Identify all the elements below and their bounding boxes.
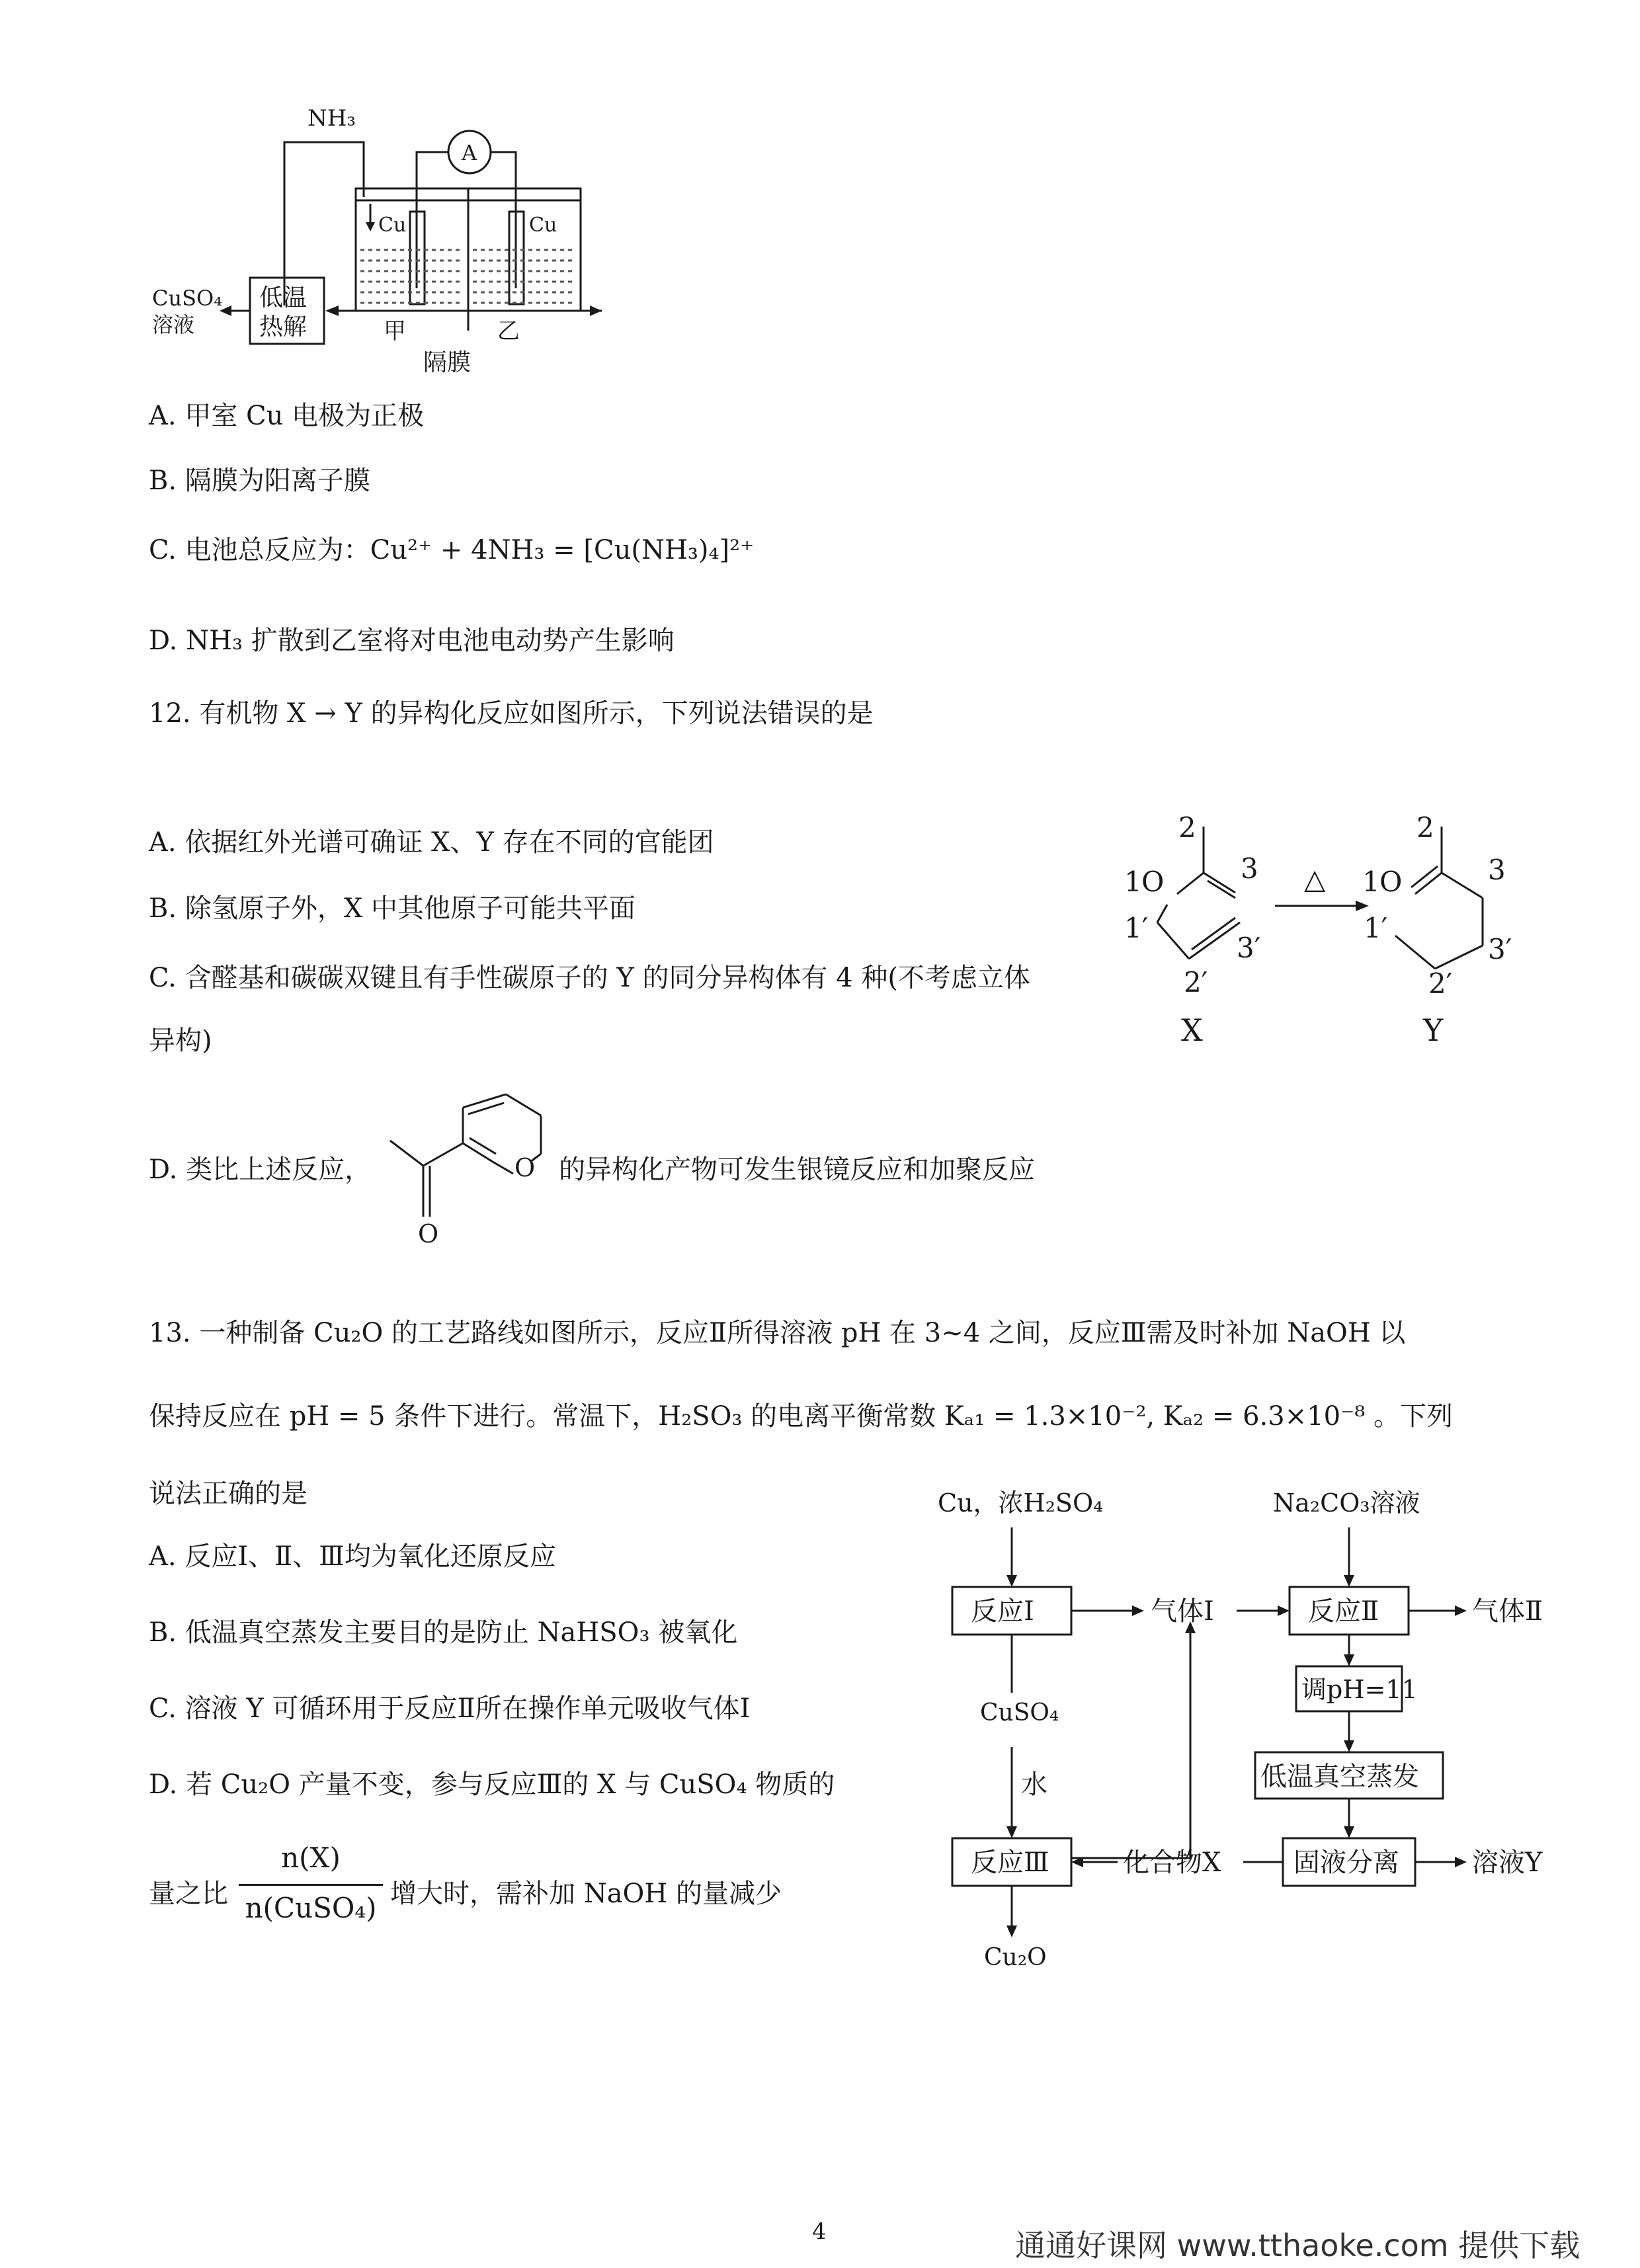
box-text-1: 低温 xyxy=(259,284,308,311)
flow-gas-2: 气体Ⅱ xyxy=(1472,1596,1543,1627)
pyran-molecule xyxy=(384,1081,555,1266)
x-label-3p: 3′ xyxy=(1237,932,1261,964)
membrane-label: 隔膜 xyxy=(423,349,472,376)
q13-option-a: A. 反应Ⅰ、Ⅱ、Ⅲ均为氧化还原反应 xyxy=(149,1541,556,1572)
watermark: 通通好课网 www.tthaoke.com 提供下载 xyxy=(1015,2228,1580,2263)
q12-option-a: A. 依据红外光谱可确证 X、Y 存在不同的官能团 xyxy=(149,827,714,858)
x-label-o: O xyxy=(1141,866,1165,898)
q13-option-d-pre: 量之比 xyxy=(149,1879,228,1909)
flow-cuso4: CuSO₄ xyxy=(980,1699,1059,1726)
q13-stem-line1: 13. 一种制备 Cu₂O 的工艺路线如图所示，反应Ⅱ所得溶液 pH 在 3~4 之间，反应Ⅲ需及时补加 NaOH 以 xyxy=(149,1318,1406,1348)
fraction-denominator: n(CuSO₄) xyxy=(245,1892,377,1924)
process-flow-diagram xyxy=(926,1475,1574,1977)
q13-stem-line3: 说法正确的是 xyxy=(149,1478,308,1509)
fraction-numerator: n(X) xyxy=(281,1842,341,1874)
q11-option-a: A. 甲室 Cu 电极为正极 xyxy=(149,401,425,431)
jia-label: 甲 xyxy=(384,318,406,344)
page-number: 4 xyxy=(812,2218,827,2245)
q13-stem-line2: 保持反应在 pH = 5 条件下进行。常温下，H₂SO₃ 的电离平衡常数 Kₐ₁ = 1.3×10⁻², Kₐ₂ = 6.3×10⁻⁸ 。下列 xyxy=(149,1401,1453,1432)
q12-option-b: B. 除氢原子外，X 中其他原子可能共平面 xyxy=(149,893,636,924)
box-text-2: 热解 xyxy=(259,313,308,341)
compound-x-label: X xyxy=(1181,1012,1203,1048)
isomerization-scheme xyxy=(1118,800,1541,1065)
x-label-1: 1 xyxy=(1124,866,1142,898)
flow-input-na2co3: Na₂CO₃溶液 xyxy=(1273,1488,1420,1518)
flow-compound-x: 化合物X xyxy=(1123,1847,1221,1878)
flow-cu2o: Cu₂O xyxy=(984,1944,1047,1971)
flow-evaporation: 低温真空蒸发 xyxy=(1260,1762,1419,1792)
delta-label: △ xyxy=(1304,863,1326,895)
q12-option-d-pre: D. 类比上述反应， xyxy=(149,1154,372,1185)
ammeter-label: A xyxy=(462,140,477,165)
carbonyl-oxygen: O xyxy=(418,1219,439,1248)
flow-water: 水 xyxy=(1021,1769,1047,1800)
nh3-label: NH₃ xyxy=(308,105,356,132)
x-label-2: 2 xyxy=(1178,811,1196,844)
flow-reaction-1: 反应Ⅰ xyxy=(971,1596,1034,1627)
y-label-1p: 1′ xyxy=(1364,912,1388,944)
flow-adjust-ph: 调pH=11 xyxy=(1301,1675,1418,1704)
solution-label: 溶液 xyxy=(152,312,195,337)
q12-stem: 12. 有机物 X → Y 的异构化反应如图所示，下列说法错误的是 xyxy=(149,698,874,729)
y-label-1: 1 xyxy=(1362,866,1380,898)
flow-input-cu: Cu，浓H₂SO₄ xyxy=(938,1488,1104,1518)
q12-option-c-line2: 异构) xyxy=(149,1026,212,1056)
cuso4-label: CuSO₄ xyxy=(152,286,223,311)
q11-option-b: B. 隔膜为阳离子膜 xyxy=(149,466,370,496)
y-label-3: 3 xyxy=(1488,854,1506,886)
flow-gas-1: 气体Ⅰ xyxy=(1151,1596,1214,1627)
fraction-bar xyxy=(239,1884,383,1886)
q13-option-c: C. 溶液 Y 可循环用于反应Ⅱ所在操作单元吸收气体Ⅰ xyxy=(149,1693,751,1724)
cu-right-label: Cu xyxy=(529,214,557,237)
ring-oxygen: O xyxy=(514,1153,536,1182)
y-label-2: 2 xyxy=(1416,811,1434,844)
q13-option-b: B. 低温真空蒸发主要目的是防止 NaHSO₃ 被氧化 xyxy=(149,1617,738,1648)
cu-left-label: Cu xyxy=(378,214,407,237)
x-label-1p: 1′ xyxy=(1124,912,1149,944)
y-label-3p: 3′ xyxy=(1488,933,1512,965)
q13-option-d-line1: D. 若 Cu₂O 产量不变，参与反应Ⅲ的 X 与 CuSO₄ 物质的 xyxy=(149,1769,835,1800)
flow-solution-y: 溶液Y xyxy=(1472,1847,1543,1878)
flow-reaction-3: 反应Ⅲ xyxy=(971,1847,1049,1878)
cell-diagram xyxy=(145,93,608,384)
q12-option-d-post: 的异构化产物可发生银镜反应和加聚反应 xyxy=(559,1154,1035,1185)
q11-option-d: D. NH₃ 扩散到乙室将对电池电动势产生影响 xyxy=(149,626,675,656)
x-label-2p: 2′ xyxy=(1184,966,1208,998)
y-label-2p: 2′ xyxy=(1428,967,1453,1000)
ratio-fraction xyxy=(235,1842,387,1947)
yi-label: 乙 xyxy=(497,318,520,344)
y-label-o: O xyxy=(1379,866,1403,898)
x-label-3: 3 xyxy=(1241,852,1258,885)
compound-y-label: Y xyxy=(1423,1012,1444,1048)
q11-option-c: C. 电池总反应为：Cu²⁺ + 4NH₃ = [Cu(NH₃)₄]²⁺ xyxy=(149,535,755,565)
flow-reaction-2: 反应Ⅱ xyxy=(1308,1596,1379,1627)
q13-option-d-post: 增大时，需补加 NaOH 的量减少 xyxy=(390,1879,782,1909)
q12-option-c-line1: C. 含醛基和碳碳双键且有手性碳原子的 Y 的同分异构体有 4 种(不考虑立体 xyxy=(149,963,1030,993)
flow-separation: 固液分离 xyxy=(1293,1847,1399,1878)
